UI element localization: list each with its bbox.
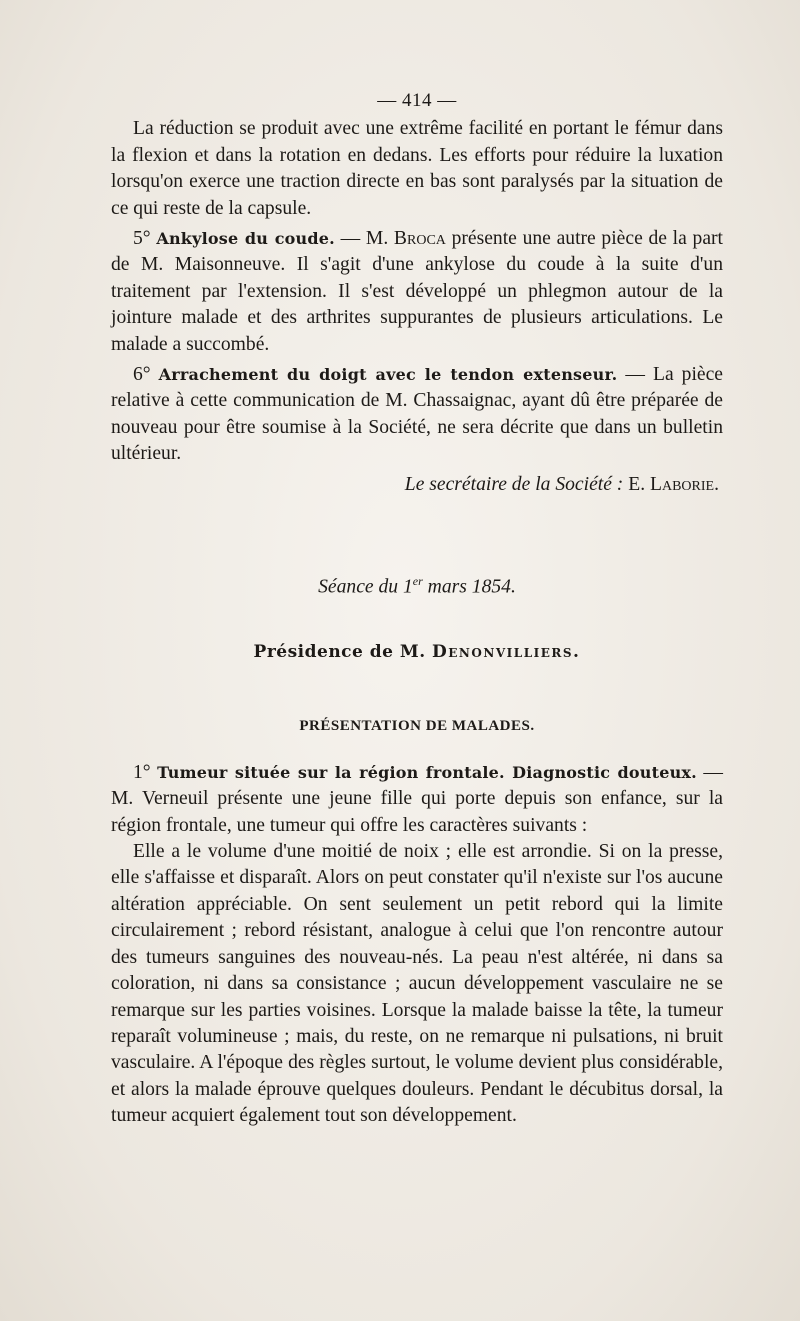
item-1-text: — M. Verneuil présente une jeune fille qui porte depuis son enfance, sur la région frontale, une tumeur qui offre les caractères suivants : (111, 761, 723, 836)
presidence-prefix: Présidence de M. (253, 642, 433, 663)
item-6-title: Arrachement du doigt avec le tendon extenseur. (158, 365, 618, 385)
presidence-name: Denonvilliers. (432, 642, 581, 663)
item-1-title: Tumeur située sur la région frontale. Diagnostic douteux. (157, 762, 697, 782)
item-5-author: Broca (393, 228, 446, 250)
item-5-title: Ankylose du coude. (156, 229, 335, 249)
signature-label: Le secrétaire de la Société : (404, 473, 624, 495)
paragraph-tumeur-description: Elle a le volume d'une moitié de noix ; elle est arrondie. Si on la presse, elle s'affaisse et disparaît. Alors on peut constater qu'il n'existe sur l'os aucune altération appréciable. On sent seulement un petit rebord qui la limite circulairement ; rebord résistant, analogue à celui que l'on rencontre autour des tumeurs sanguines des nouveau-nés. La peau n'est altérée, ni dans sa coloration, ni dans sa consistance ; aucun développement vasculaire ne se remarque sur les parties voisines. Lorsque la malade baisse la tête, la tumeur reparaît volumineuse ; mais, du reste, on ne remarque ni pulsations, ni bruit vasculaire. A l'époque des règles surtout, le volume devient plus considérable, et alors la malade éprouve quelques douleurs. Pendant le décubitus dorsal, la tumeur acquiert également tout son développement. (111, 841, 723, 1127)
paragraph-item-6 (111, 362, 723, 468)
seance-month: mars (422, 576, 472, 598)
item-5-text: présente une autre pièce de la part de M. Maisonneuve. Il s'agit d'une ankylose du coude à la suite d'un traitement par l'extension. Il s'est développé un phlegmon autour de la jointure malade et des arthrites suppurantes de plusieurs articulations. Le malade a succombé. (111, 228, 723, 355)
item-5-dash: — M. (334, 228, 394, 250)
text-column (111, 88, 723, 1130)
seance-prefix: Séance du (318, 576, 403, 598)
presidence-heading (111, 639, 723, 665)
item-5-number: 5° (133, 228, 151, 250)
seance-day: 1 (402, 576, 413, 598)
paragraph-item-5 (111, 226, 723, 358)
secretary-signature (111, 472, 723, 498)
signature-name: Laborie. (650, 473, 719, 495)
seance-heading (111, 568, 723, 601)
seance-year: 1854. (471, 576, 516, 598)
signature-initial: E. (623, 473, 651, 495)
presentation-heading: PRÉSENTATION DE MALADES. (299, 718, 535, 735)
item-6-number: 6° (133, 364, 151, 386)
item-6-text: — La pièce relative à cette communication de M. Chassaignac, ayant dû être préparée de nouveau pour être soumise à la Société, ne sera décrite que dans un bulletin ultérieur. (111, 364, 723, 465)
paragraph-item-1 (111, 760, 723, 839)
paragraph-reduction: La réduction se produit avec une extrême facilité en portant le fémur dans la flexion et dans la rotation en dedans. Les efforts pour réduire la luxation lorsqu'on exerce une traction directe en bas sont paralysés par la situation de ce qui reste de la capsule. (111, 118, 723, 219)
item-1-number: 1° (133, 761, 151, 783)
page-number: — 414 — (377, 90, 457, 111)
seance-sup: er (412, 574, 423, 589)
